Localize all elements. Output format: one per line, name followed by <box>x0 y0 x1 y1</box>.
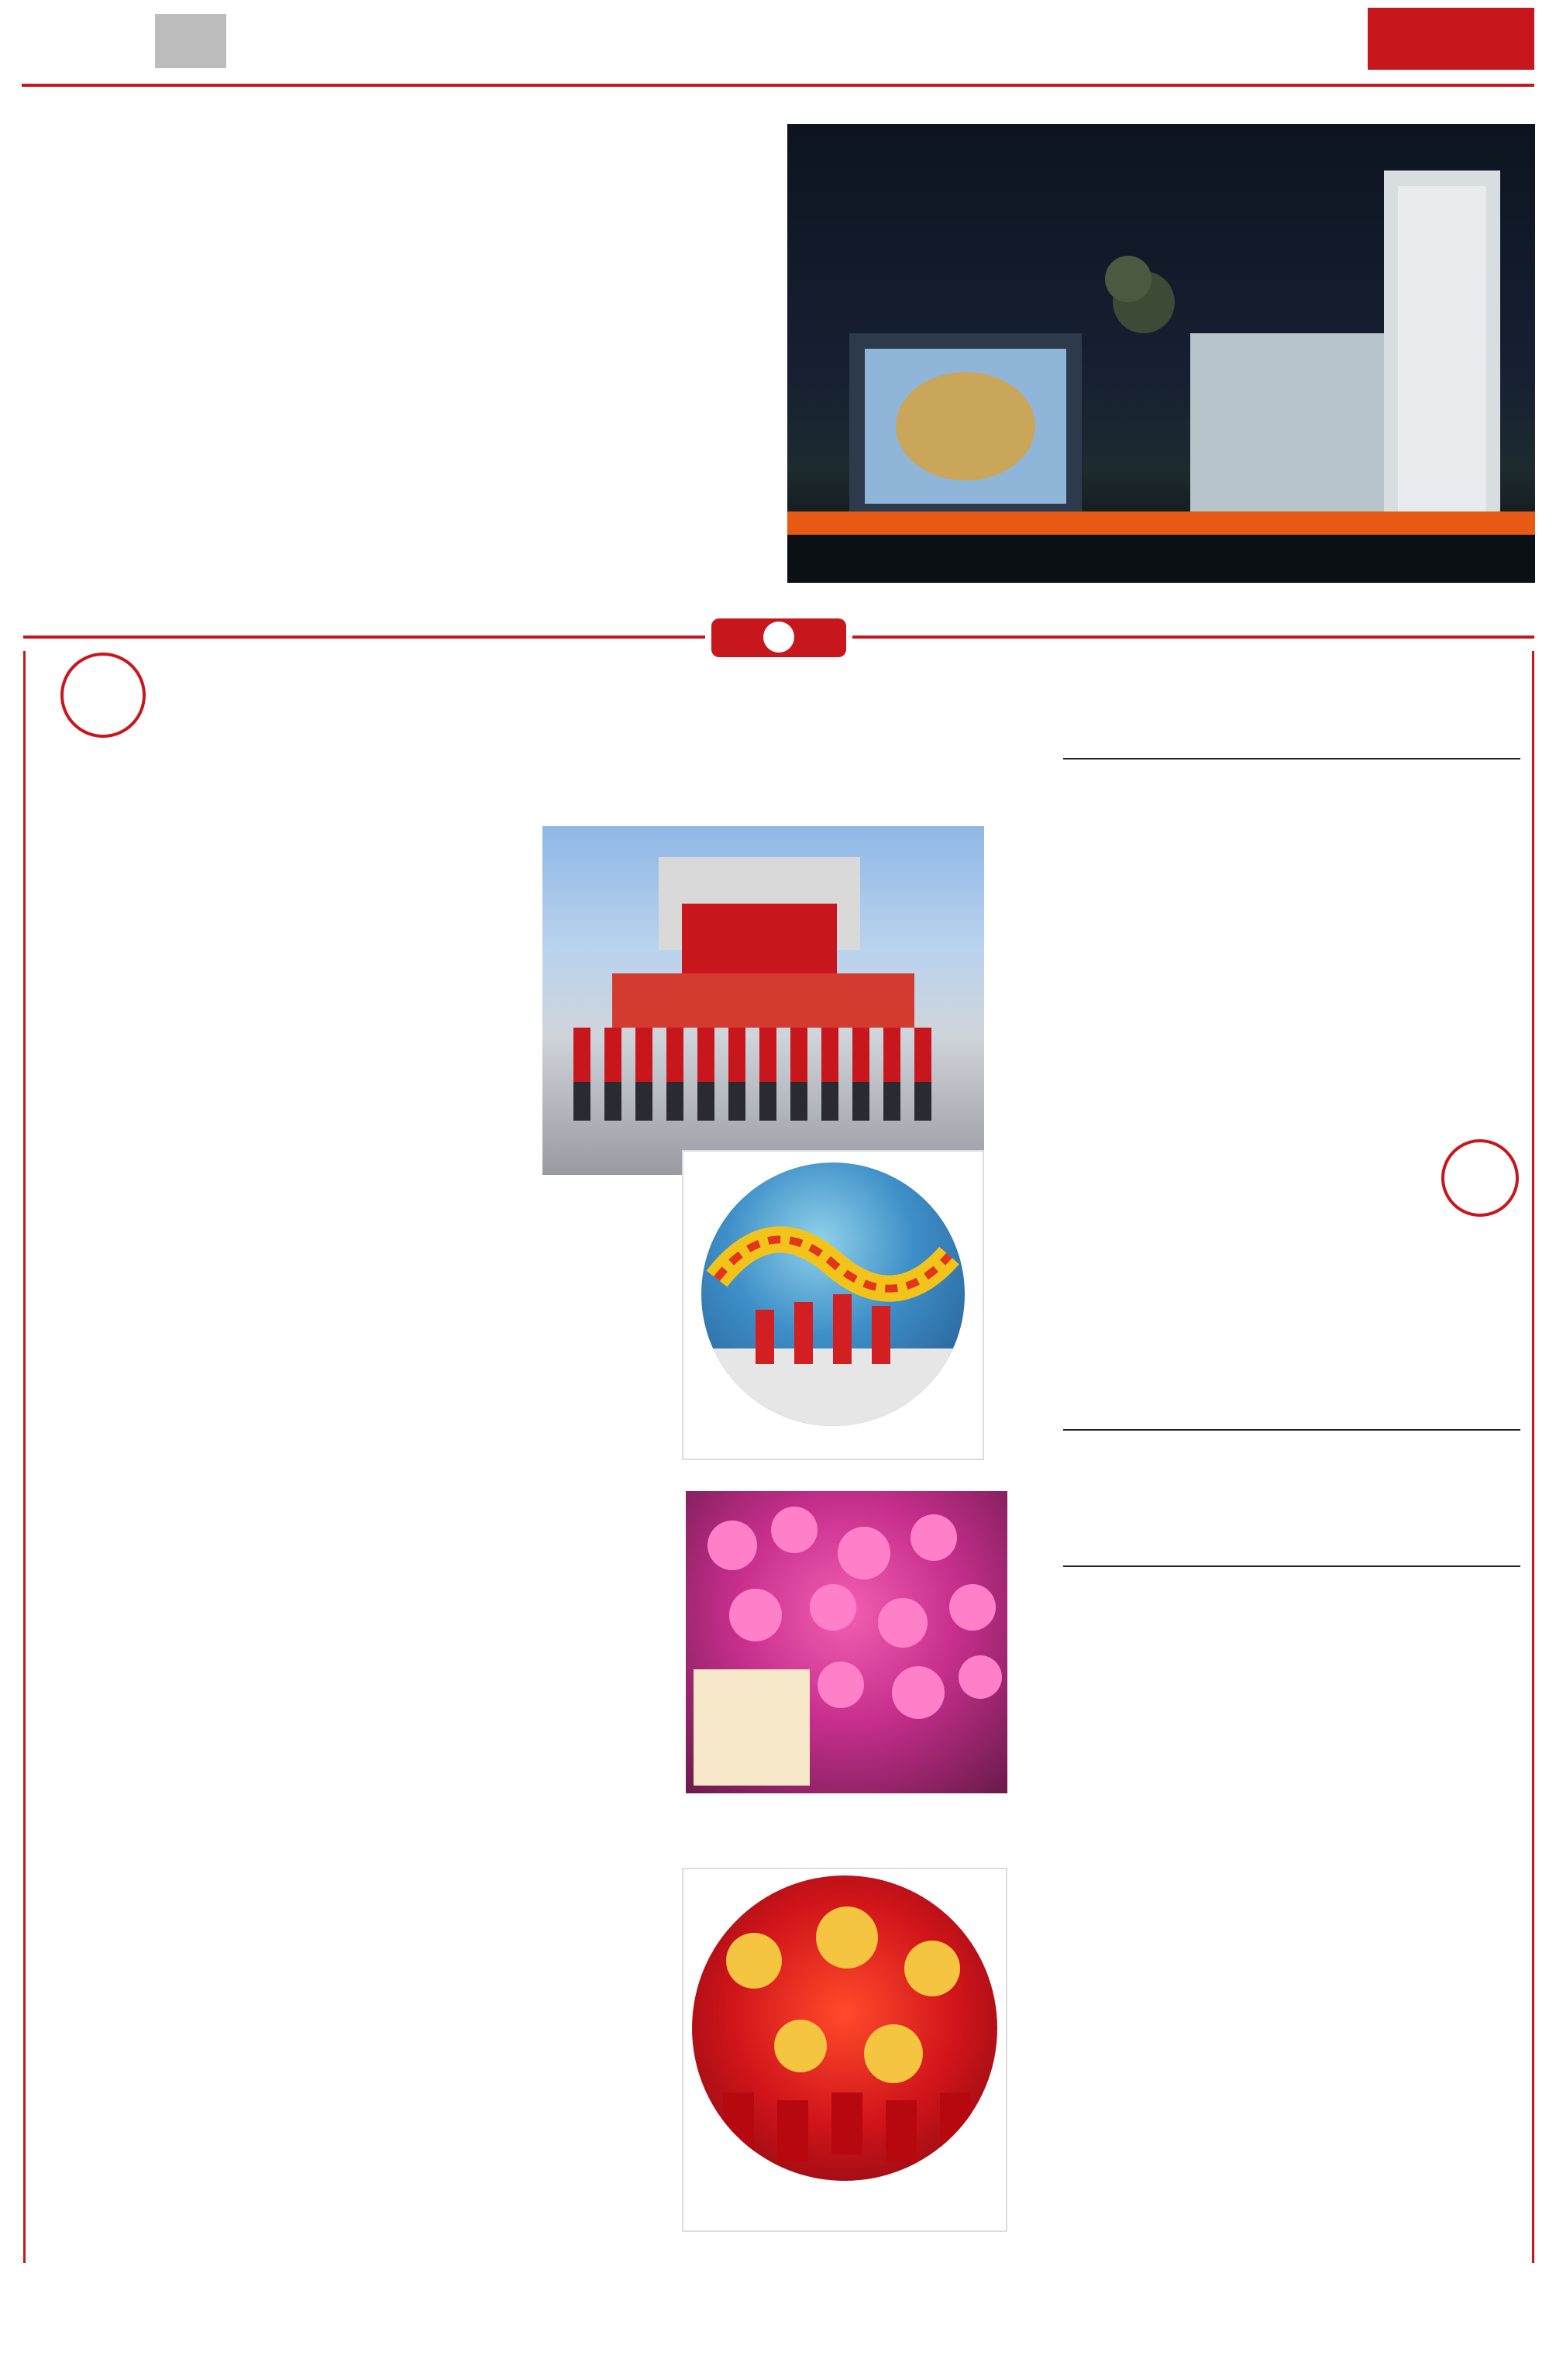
goods-col-1 <box>36 1968 282 2255</box>
frame-right <box>1532 651 1534 2263</box>
lead-photo <box>787 124 1535 583</box>
dimsum-rule-top <box>1063 1429 1520 1431</box>
page-number-badge <box>155 14 226 68</box>
lead-col-3 <box>535 301 783 580</box>
flowers-photo-art <box>686 1491 1007 1793</box>
goods-photo <box>692 1875 997 2181</box>
flowers-col-3 <box>542 1524 682 1834</box>
dimsum-col-1 <box>1063 1486 1288 1936</box>
banner-part-2 <box>763 622 794 653</box>
lion-col-1 <box>1063 763 1288 1476</box>
frame-left <box>23 651 26 2263</box>
fu-ornament-left <box>60 653 146 738</box>
lead-col-2 <box>279 301 527 603</box>
dimsum-col-2 <box>1296 1486 1520 1897</box>
banner-rule-left <box>23 635 705 639</box>
lion-photo-art <box>701 1162 965 1426</box>
masthead <box>0 0 1556 93</box>
goods-col-2 <box>291 1968 537 2255</box>
flowers-col-1 <box>36 1524 282 1849</box>
elderly-block-bg <box>1063 1565 1520 1567</box>
masthead-rule <box>22 84 1534 87</box>
calligraphy-photo <box>542 826 984 1175</box>
calligraphy-photo-art <box>542 826 984 1175</box>
flowers-photo-caption <box>900 1796 1007 1835</box>
goods-photo-art <box>692 1875 997 2181</box>
newspaper-logo <box>1368 8 1534 70</box>
lion-col-2 <box>1296 763 1520 1407</box>
calligraphy-col-2 <box>291 823 537 1397</box>
lion-photo <box>701 1162 965 1426</box>
lion-rule <box>1063 758 1520 759</box>
calligraphy-col-1 <box>36 823 282 1397</box>
flowers-photo <box>686 1491 1007 1793</box>
lead-photo-art <box>787 124 1535 583</box>
flowers-col-2 <box>291 1524 537 1849</box>
lead-col-1 <box>23 301 271 572</box>
banner-rule-right <box>852 635 1534 639</box>
section-banner-text <box>711 622 846 660</box>
goods-col-3 <box>542 1968 690 2255</box>
